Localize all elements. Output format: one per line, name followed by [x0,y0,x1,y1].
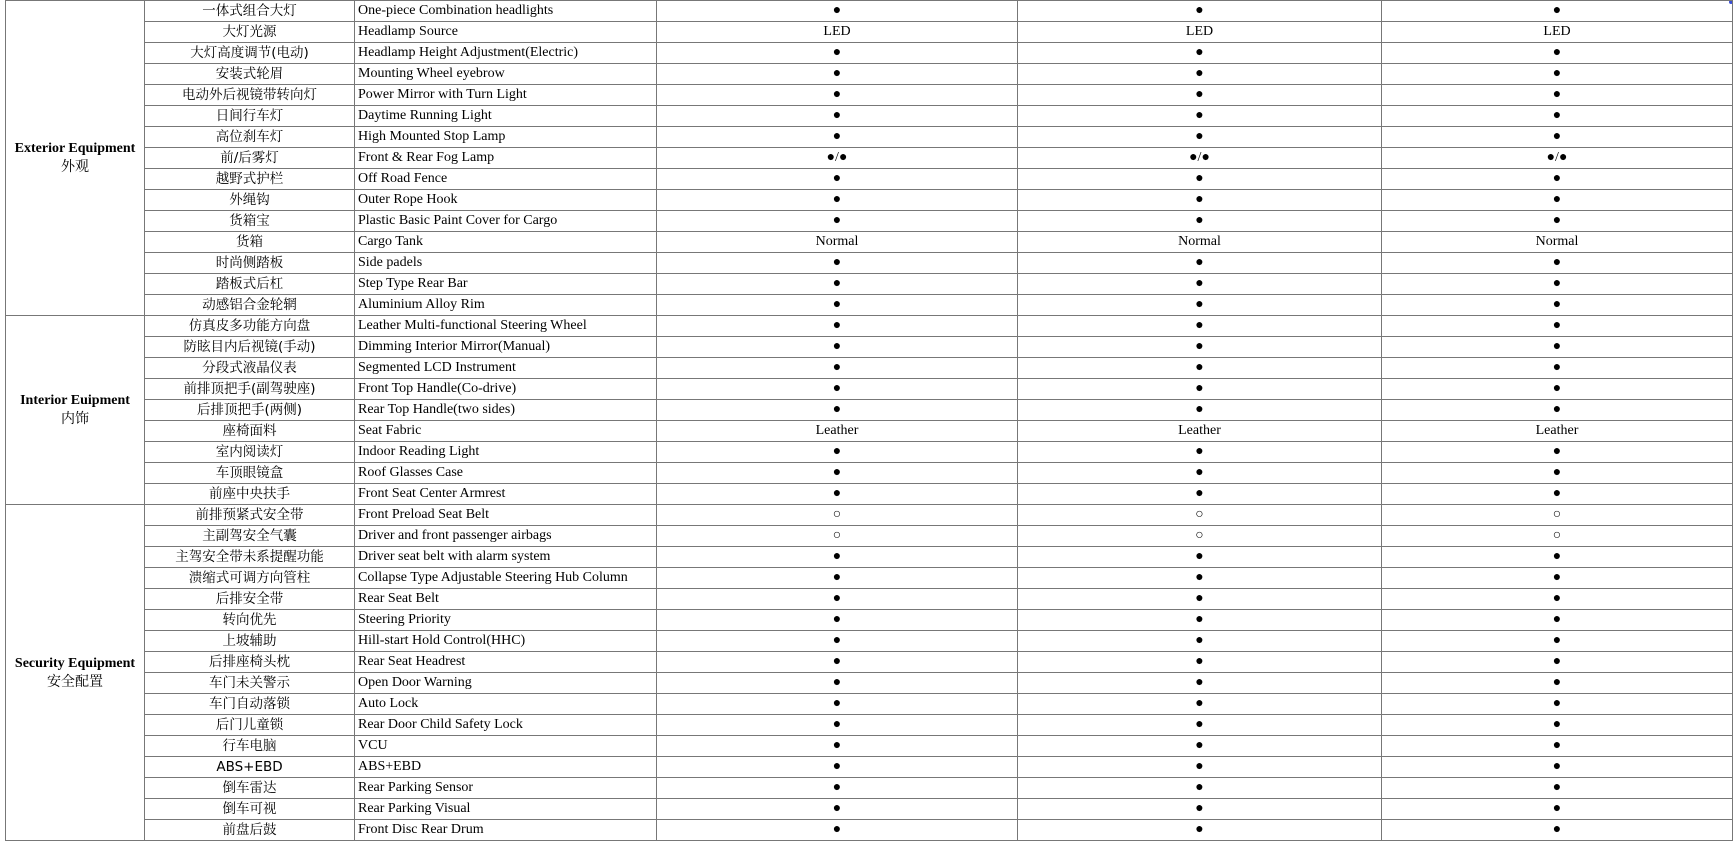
feature-name-en: ABS+EBD [355,757,657,778]
spec-row [6,526,1733,547]
feature-name-en: Rear Seat Headrest [355,652,657,673]
feature-name-en: VCU [355,736,657,757]
feature-name-zh: 倒车雷达 [145,778,355,799]
trim-2-value: ● [1018,463,1382,484]
spec-row [6,295,1733,316]
feature-name-zh: 前/后雾灯 [145,148,355,169]
spec-row [6,778,1733,799]
feature-name-en: Aluminium Alloy Rim [355,295,657,316]
spec-row [6,211,1733,232]
trim-1-value: ● [657,169,1018,190]
feature-name-zh: 前盘后鼓 [145,820,355,841]
trim-3-value: ● [1382,757,1733,778]
feature-name-zh: 货箱宝 [145,211,355,232]
trim-3-value: ● [1382,1,1733,22]
trim-2-value: Leather [1018,421,1382,442]
feature-name-zh: 行车电脑 [145,736,355,757]
trim-1-value: ● [657,64,1018,85]
trim-1-value: ● [657,400,1018,421]
feature-name-zh: 后门儿童锁 [145,715,355,736]
spec-table [5,0,1733,841]
category-label-en: Interior Euipment [20,393,130,408]
trim-2-value: ● [1018,274,1382,295]
feature-name-zh: ABS+EBD [145,757,355,778]
feature-name-zh: 日间行车灯 [145,106,355,127]
spec-row [6,568,1733,589]
spec-row [6,106,1733,127]
trim-2-value: ● [1018,106,1382,127]
feature-name-zh: 一体式组合大灯 [145,1,355,22]
trim-3-value: ● [1382,358,1733,379]
feature-name-en: Mounting Wheel eyebrow [355,64,657,85]
feature-name-zh: 主驾安全带未系提醒功能 [145,547,355,568]
feature-name-zh: 大灯光源 [145,22,355,43]
trim-1-value: ● [657,442,1018,463]
trim-2-value: ● [1018,169,1382,190]
trim-1-value: ● [657,736,1018,757]
trim-3-value: ● [1382,778,1733,799]
trim-1-value: ○ [657,526,1018,547]
trim-1-value: ● [657,715,1018,736]
feature-name-zh: 前座中央扶手 [145,484,355,505]
feature-name-zh: 分段式液晶仪表 [145,358,355,379]
feature-name-zh: 后排安全带 [145,589,355,610]
feature-name-zh: 时尚侧踏板 [145,253,355,274]
trim-2-value: ● [1018,190,1382,211]
trim-1-value: ○ [657,505,1018,526]
spec-row [6,442,1733,463]
spec-row [6,799,1733,820]
trim-1-value: ● [657,757,1018,778]
trim-1-value: ● [657,295,1018,316]
trim-2-value: LED [1018,22,1382,43]
trim-2-value: ● [1018,1,1382,22]
spec-row [6,22,1733,43]
trim-1-value: ● [657,589,1018,610]
category-label-zh: 外观 [61,160,89,175]
trim-1-value: ● [657,253,1018,274]
feature-name-en: Auto Lock [355,694,657,715]
feature-name-en: Driver seat belt with alarm system [355,547,657,568]
feature-name-zh: 车门未关警示 [145,673,355,694]
spec-row [6,505,1733,526]
spec-row [6,631,1733,652]
trim-2-value: ● [1018,589,1382,610]
spec-row [6,190,1733,211]
spec-row [6,64,1733,85]
trim-3-value: ● [1382,610,1733,631]
feature-name-zh: 踏板式后杠 [145,274,355,295]
spec-row [6,610,1733,631]
trim-3-value: ● [1382,463,1733,484]
spec-row [6,379,1733,400]
feature-name-en: Plastic Basic Paint Cover for Cargo [355,211,657,232]
trim-2-value: ● [1018,379,1382,400]
trim-1-value: ● [657,484,1018,505]
category-cell [6,1,145,316]
trim-1-value: ● [657,43,1018,64]
feature-name-zh: 高位刹车灯 [145,127,355,148]
spec-row [6,421,1733,442]
spec-row [6,43,1733,64]
spec-row [6,463,1733,484]
spec-row [6,757,1733,778]
feature-name-en: Rear Parking Visual [355,799,657,820]
feature-name-zh: 电动外后视镜带转向灯 [145,85,355,106]
trim-3-value: ● [1382,400,1733,421]
spec-row [6,148,1733,169]
trim-3-value: Leather [1382,421,1733,442]
trim-3-value: ● [1382,211,1733,232]
trim-1-value: ● [657,190,1018,211]
trim-3-value: Normal [1382,232,1733,253]
feature-name-en: One-piece Combination headlights [355,1,657,22]
trim-2-value: ● [1018,757,1382,778]
feature-name-en: Hill-start Hold Control(HHC) [355,631,657,652]
spec-row [6,1,1733,22]
trim-1-value: ● [657,778,1018,799]
feature-name-en: Cargo Tank [355,232,657,253]
trim-2-value: Normal [1018,232,1382,253]
trim-1-value: ● [657,463,1018,484]
trim-2-value: ● [1018,736,1382,757]
trim-3-value: ● [1382,295,1733,316]
trim-3-value: ● [1382,337,1733,358]
feature-name-en: Outer Rope Hook [355,190,657,211]
trim-2-value: ● [1018,820,1382,841]
feature-name-en: Rear Door Child Safety Lock [355,715,657,736]
trim-3-value: ● [1382,316,1733,337]
feature-name-en: Driver and front passenger airbags [355,526,657,547]
trim-1-value: ● [657,799,1018,820]
feature-name-zh: 后排顶把手(两侧) [145,400,355,421]
category-cell [6,316,145,505]
feature-name-en: Front Disc Rear Drum [355,820,657,841]
trim-3-value: ● [1382,253,1733,274]
feature-name-en: Step Type Rear Bar [355,274,657,295]
trim-3-value: LED [1382,22,1733,43]
category-label-en: Security Equipment [14,655,136,671]
trim-2-value: ● [1018,442,1382,463]
trim-3-value: ● [1382,442,1733,463]
feature-name-zh: 溃缩式可调方向管柱 [145,568,355,589]
feature-name-en: Headlamp Source [355,22,657,43]
trim-3-value: ● [1382,568,1733,589]
trim-3-value: ● [1382,652,1733,673]
category-cell [6,505,145,841]
feature-name-en: Seat Fabric [355,421,657,442]
feature-name-en: Dimming Interior Mirror(Manual) [355,337,657,358]
trim-2-value: ● [1018,568,1382,589]
trim-2-value: ● [1018,295,1382,316]
feature-name-en: Headlamp Height Adjustment(Electric) [355,43,657,64]
feature-name-en: Steering Priority [355,610,657,631]
trim-3-value: ○ [1382,505,1733,526]
feature-name-en: Collapse Type Adjustable Steering Hub Column [355,568,657,589]
trim-3-value: ● [1382,736,1733,757]
trim-2-value: ● [1018,127,1382,148]
feature-name-zh: 外绳钩 [145,190,355,211]
spec-row [6,400,1733,421]
trim-2-value: ● [1018,652,1382,673]
feature-name-en: Off Road Fence [355,169,657,190]
spec-row [6,85,1733,106]
feature-name-zh: 上坡辅助 [145,631,355,652]
feature-name-zh: 货箱 [145,232,355,253]
feature-name-zh: 前排预紧式安全带 [145,505,355,526]
feature-name-en: Front Top Handle(Co-drive) [355,379,657,400]
trim-2-value: ○ [1018,505,1382,526]
trim-3-value: ● [1382,127,1733,148]
trim-1-value: Normal [657,232,1018,253]
spec-row [6,547,1733,568]
feature-name-zh: 仿真皮多功能方向盘 [145,316,355,337]
trim-1-value: ● [657,1,1018,22]
trim-1-value: ● [657,358,1018,379]
trim-1-value: Leather [657,421,1018,442]
trim-2-value: ● [1018,64,1382,85]
trim-2-value: ○ [1018,526,1382,547]
trim-2-value: ● [1018,253,1382,274]
trim-3-value: ● [1382,85,1733,106]
feature-name-zh: 防眩目内后视镜(手动) [145,337,355,358]
trim-3-value: ● [1382,43,1733,64]
trim-3-value: ● [1382,589,1733,610]
feature-name-en: Front Preload Seat Belt [355,505,657,526]
category-label-zh: 内饰 [61,412,89,427]
trim-3-value: ● [1382,169,1733,190]
trim-1-value: ● [657,568,1018,589]
trim-2-value: ● [1018,400,1382,421]
trim-1-value: ● [657,547,1018,568]
spec-row [6,736,1733,757]
feature-name-zh: 安装式轮眉 [145,64,355,85]
spec-table-body [6,1,1733,841]
trim-1-value: ● [657,379,1018,400]
feature-name-zh: 室内阅读灯 [145,442,355,463]
trim-1-value: ● [657,694,1018,715]
feature-name-en: Leather Multi-functional Steering Wheel [355,316,657,337]
trim-3-value: ● [1382,190,1733,211]
feature-name-en: Daytime Running Light [355,106,657,127]
trim-2-value: ● [1018,211,1382,232]
feature-name-en: High Mounted Stop Lamp [355,127,657,148]
spec-row [6,673,1733,694]
category-label-en: Exterior Equipment [14,141,136,156]
feature-name-en: Front & Rear Fog Lamp [355,148,657,169]
trim-2-value: ● [1018,358,1382,379]
feature-name-en: Indoor Reading Light [355,442,657,463]
feature-name-en: Rear Parking Sensor [355,778,657,799]
trim-2-value: ● [1018,799,1382,820]
trim-1-value: ● [657,820,1018,841]
spec-row [6,253,1733,274]
category-label-zh: 安全配置 [47,674,103,690]
trim-1-value: ● [657,127,1018,148]
trim-1-value: ● [657,673,1018,694]
trim-1-value: ● [657,337,1018,358]
feature-name-en: Segmented LCD Instrument [355,358,657,379]
feature-name-en: Open Door Warning [355,673,657,694]
trim-2-value: ● [1018,673,1382,694]
trim-1-value: LED [657,22,1018,43]
spec-row [6,337,1733,358]
trim-3-value: ● [1382,694,1733,715]
feature-name-en: Rear Top Handle(two sides) [355,400,657,421]
feature-name-zh: 车顶眼镜盒 [145,463,355,484]
trim-2-value: ● [1018,85,1382,106]
trim-2-value: ● [1018,715,1382,736]
feature-name-zh: 后排座椅头枕 [145,652,355,673]
feature-name-zh: 越野式护栏 [145,169,355,190]
feature-name-zh: 主副驾安全气囊 [145,526,355,547]
trim-1-value: ● [657,316,1018,337]
trim-1-value: ● [657,631,1018,652]
spec-row [6,232,1733,253]
trim-3-value: ● [1382,631,1733,652]
trim-2-value: ● [1018,337,1382,358]
trim-1-value: ● [657,610,1018,631]
spec-row [6,358,1733,379]
trim-2-value: ● [1018,631,1382,652]
feature-name-zh: 座椅面料 [145,421,355,442]
trim-2-value: ● [1018,43,1382,64]
trim-3-value: ●/● [1382,148,1733,169]
trim-1-value: ● [657,106,1018,127]
spec-row [6,715,1733,736]
trim-2-value: ● [1018,694,1382,715]
feature-name-zh: 转向优先 [145,610,355,631]
feature-name-zh: 前排顶把手(副驾驶座) [145,379,355,400]
feature-name-en: Front Seat Center Armrest [355,484,657,505]
feature-name-en: Rear Seat Belt [355,589,657,610]
trim-2-value: ● [1018,316,1382,337]
trim-3-value: ● [1382,274,1733,295]
trim-3-value: ● [1382,799,1733,820]
trim-3-value: ○ [1382,526,1733,547]
feature-name-en: Side padels [355,253,657,274]
trim-2-value: ● [1018,547,1382,568]
spec-row [6,694,1733,715]
spec-row [6,127,1733,148]
trim-3-value: ● [1382,715,1733,736]
trim-3-value: ● [1382,547,1733,568]
trim-2-value: ● [1018,484,1382,505]
trim-2-value: ●/● [1018,148,1382,169]
feature-name-zh: 动感铝合金轮辋 [145,295,355,316]
trim-1-value: ● [657,652,1018,673]
feature-name-zh: 大灯高度调节(电动) [145,43,355,64]
trim-1-value: ● [657,274,1018,295]
spec-row [6,652,1733,673]
trim-3-value: ● [1382,484,1733,505]
spec-row [6,484,1733,505]
trim-2-value: ● [1018,778,1382,799]
spec-row [6,316,1733,337]
trim-1-value: ● [657,85,1018,106]
spec-row [6,274,1733,295]
feature-name-zh: 倒车可视 [145,799,355,820]
trim-1-value: ●/● [657,148,1018,169]
trim-3-value: ● [1382,64,1733,85]
trim-3-value: ● [1382,106,1733,127]
feature-name-zh: 车门自动落锁 [145,694,355,715]
trim-2-value: ● [1018,610,1382,631]
trim-1-value: ● [657,211,1018,232]
feature-name-en: Roof Glasses Case [355,463,657,484]
spec-row [6,820,1733,841]
trim-3-value: ● [1382,820,1733,841]
spec-row [6,169,1733,190]
trim-3-value: ● [1382,673,1733,694]
feature-name-en: Power Mirror with Turn Light [355,85,657,106]
trim-3-value: ● [1382,379,1733,400]
spec-row [6,589,1733,610]
